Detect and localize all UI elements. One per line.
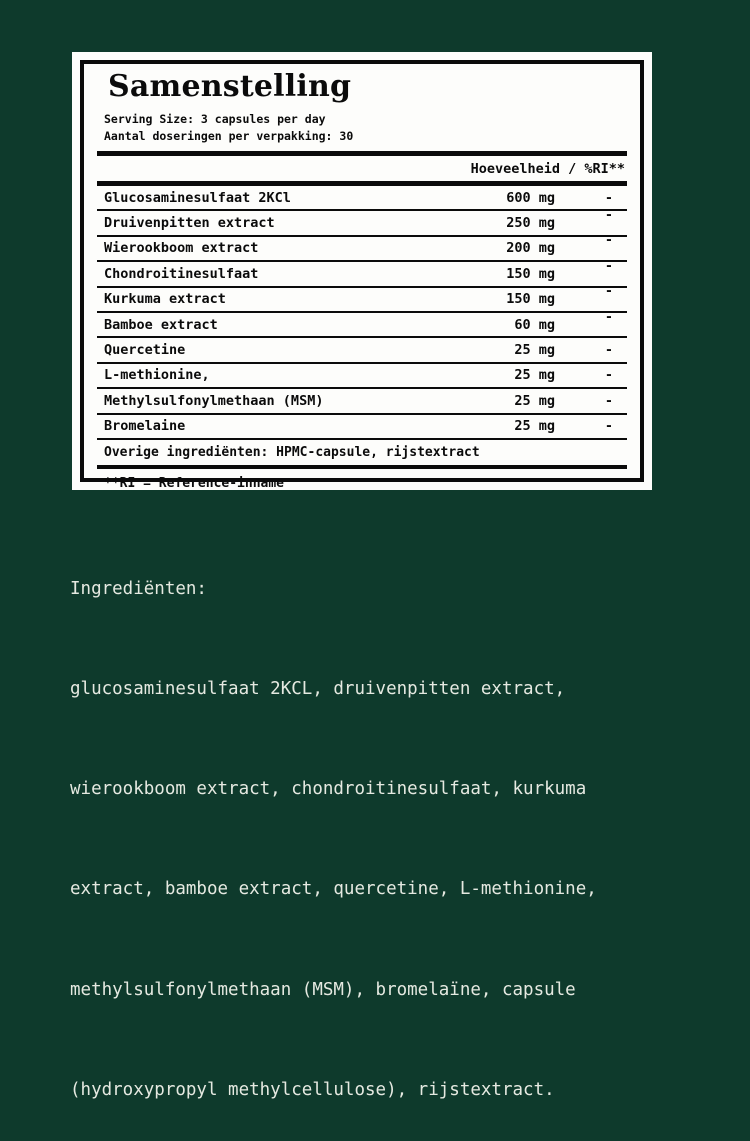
ingredient-row [97,308,627,338]
ingredient-amount: 25 mg [514,392,555,409]
ingredient-amount: 250 mg [506,215,555,232]
ingredients-line-1: glucosaminesulfaat 2KCL, druivenpitten extract, [70,679,566,700]
other-ingredients-line: Overige ingrediënten: HPMC-capsule, rijstextract [104,444,480,460]
ingredients-line-3: extract, bamboe extract, quercetine, L-methionine, [70,879,597,900]
ingredient-amount: 150 mg [506,265,555,282]
ingredient-row [97,186,627,211]
ri-dash: - [604,232,613,249]
ingredients-heading: Ingrediënten: [70,578,207,599]
ingredient-row [97,364,627,389]
ingredient-name: Kurkuma extract [104,291,226,308]
ingredient-amount: 600 mg [506,189,555,206]
ingredient-row [97,257,627,287]
servings-per-pack-line: Aantal doseringen per verpakking: 30 [104,128,354,143]
ingredient-name: Bamboe extract [104,316,218,333]
ingredient-ri-value [555,418,627,434]
ri-dash: - [604,418,613,435]
ingredient-name: Methylsulfonylmethaan (MSM) [104,392,324,409]
ingredient-ri-value [555,257,627,282]
ingredient-rows [97,186,627,440]
serving-size-line: Serving Size: 3 capsules per day [104,112,326,126]
ri-dash: - [604,392,613,409]
panel-frame [80,60,644,491]
amount-column-header: Hoeveelheid / %RI** [470,161,625,177]
ingredient-row [97,338,627,363]
ingredient-name: Druivenpitten extract [104,215,275,232]
ingredient-name: Glucosaminesulfaat 2KCl [104,189,291,206]
ingredient-ri-value [555,342,627,358]
ingredient-name: L-methionine, [104,367,210,384]
ingredient-amount: 25 mg [514,418,555,435]
ri-dash: - [604,257,613,274]
ingredient-ri-value [555,367,627,383]
ingredient-row [97,283,627,313]
ingredient-ri-value [555,207,627,231]
ingredient-ri-value [555,393,627,409]
ingredient-amount: 150 mg [506,291,555,308]
ingredient-amount: 60 mg [514,316,555,333]
ingredient-amount: 25 mg [514,367,555,384]
ri-dash: - [604,308,613,325]
ri-dash: - [604,367,613,384]
ingredients-line-5: (hydroxypropyl methylcellulose), rijstextract. [70,1079,555,1100]
ri-dash: - [604,283,613,300]
ingredient-row [97,207,627,236]
reference-intake-footnote: **RI = Reference-inname [104,475,285,491]
ingredient-name: Quercetine [104,342,186,359]
ri-dash: - [604,342,613,359]
panel-title: Samenstelling [108,69,352,104]
ingredient-ri-value [555,190,627,206]
ingredient-row [97,415,627,440]
ingredient-amount: 25 mg [514,342,555,359]
ingredient-ri-value [555,232,627,256]
supplement-facts-panel [72,52,652,490]
ri-dash: - [604,189,613,206]
ingredient-name: Chondroitinesulfaat [104,265,259,282]
serving-info [104,111,627,144]
ingredients-paragraph [70,506,690,1141]
ingredients-line-4: methylsulfonylmethaan (MSM), bromelaïne, capsule [70,979,576,1000]
ingredient-row [97,389,627,414]
ingredient-row [97,232,627,262]
ri-dash: - [604,207,613,224]
ingredient-amount: 200 mg [506,240,555,257]
ingredient-ri-value [555,308,627,333]
ingredients-line-2: wierookboom extract, chondroitinesulfaat, kurkuma [70,779,587,800]
ingredient-name: Bromelaine [104,418,186,435]
ingredient-ri-value [555,283,627,307]
ingredient-name: Wierookboom extract [104,240,259,257]
